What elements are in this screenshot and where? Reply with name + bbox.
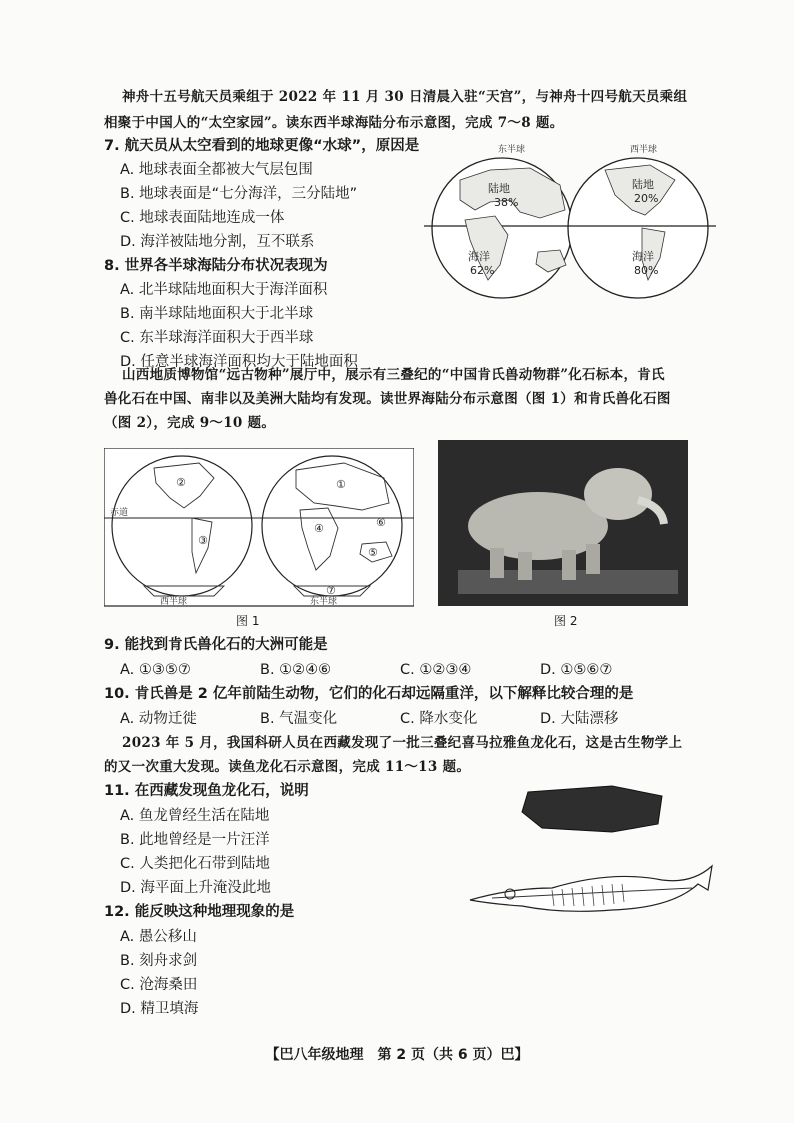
figure2-fossil-photo <box>438 440 688 606</box>
q12-option-b: B. 刻舟求剑 <box>120 953 198 969</box>
q7-stem: 7. 航天员从太空看到的地球更像“水球”，原因是 <box>104 138 420 154</box>
west-ocean-label: 海洋 <box>632 250 654 263</box>
figure1-world-map <box>104 448 414 608</box>
intro3-line1: 2023 年 5 月，我国科研人员在西藏发现了一批三叠纪喜马拉雅鱼龙化石，这是古生物学上 <box>122 735 683 751</box>
intro2-line2: 兽化石在中国、南非以及美洲大陆均有发现。读世界海陆分布示意图（图 1）和肯氏兽化石图 <box>104 391 671 407</box>
east-land-pct: 38% <box>494 196 519 209</box>
q8-option-c: C. 东半球海洋面积大于西半球 <box>120 330 314 346</box>
page-footer: 【巴八年级地理 第 2 页（共 6 页）巴】 <box>265 1047 529 1063</box>
east-land-label: 陆地 <box>488 182 510 195</box>
intro3-line2: 的又一次重大发现。读鱼龙化石示意图，完成 11～13 题。 <box>104 759 471 775</box>
figure1-west-label: 西半球 <box>160 597 188 607</box>
q9-stem: 9. 能找到肯氏兽化石的大洲可能是 <box>104 637 328 653</box>
west-hemisphere-title: 西半球 <box>630 145 658 155</box>
west-ocean-pct: 80% <box>634 264 659 277</box>
q11-option-a: A. 鱼龙曾经生活在陆地 <box>120 808 270 824</box>
q12-option-d: D. 精卫填海 <box>120 1001 199 1017</box>
q8-option-d: D. 任意半球海洋面积均大于陆地面积 <box>120 354 358 370</box>
q8-stem: 8. 世界各半球海陆分布状况表现为 <box>104 258 328 274</box>
figure1-marker-5: ⑤ <box>368 546 378 559</box>
intro1-line2: 相聚于中国人的“太空家园”。读东西半球海陆分布示意图，完成 7～8 题。 <box>104 115 564 131</box>
intro2-line3: （图 2），完成 9～10 题。 <box>104 415 276 431</box>
q10-stem: 10. 肯氏兽是 2 亿年前陆生动物，它们的化石却远隔重洋，以下解释比较合理的是 <box>104 686 634 702</box>
q10-option-c: C. 降水变化 <box>400 711 478 727</box>
figure2-animal-leg-3 <box>562 550 576 580</box>
q8-option-a: A. 北半球陆地面积大于海洋面积 <box>120 282 328 298</box>
west-land-pct: 20% <box>634 192 659 205</box>
q12-option-a: A. 愚公移山 <box>120 929 197 945</box>
q11-option-d: D. 海平面上升淹没此地 <box>120 880 271 896</box>
figure1-marker-1: ① <box>336 478 346 491</box>
east-hemisphere-title: 东半球 <box>498 145 526 155</box>
q9-option-c: C. ①②③④ <box>400 662 472 678</box>
figure2-animal-leg-2 <box>518 552 532 580</box>
q8-option-b: B. 南半球陆地面积大于北半球 <box>120 306 314 322</box>
figure1-equator-label: 赤道 <box>110 508 129 518</box>
figure1-marker-7: ⑦ <box>326 584 336 597</box>
q11-stem: 11. 在西藏发现鱼龙化石，说明 <box>104 783 309 799</box>
q9-option-d: D. ①⑤⑥⑦ <box>540 662 613 678</box>
fossil-rock-specimen <box>522 786 662 832</box>
figure1-marker-6: ⑥ <box>376 516 386 529</box>
intro1-line1: 神舟十五号航天员乘组于 2022 年 11 月 30 日清晨入驻“天宫”，与神舟十四号航天员乘组 <box>122 89 688 105</box>
q12-stem: 12. 能反映这种地理现象的是 <box>104 904 295 920</box>
q7-option-c: C. 地球表面陆地连成一体 <box>120 210 285 226</box>
q10-option-a: A. 动物迁徙 <box>120 711 197 727</box>
q11-option-b: B. 此地曾经是一片汪洋 <box>120 832 270 848</box>
figure1-marker-2: ② <box>176 476 186 489</box>
q10-option-d: D. 大陆漂移 <box>540 711 619 727</box>
figure2-animal-leg-4 <box>586 544 600 574</box>
q7-option-a: A. 地球表面全都被大气层包围 <box>120 162 313 178</box>
figure1-east-label: 东半球 <box>310 597 338 607</box>
q11-option-c: C. 人类把化石带到陆地 <box>120 856 270 872</box>
ichthyosaur-fossil-figure <box>462 780 722 920</box>
figure1-marker-3: ③ <box>198 534 208 547</box>
figure2-animal-leg-1 <box>490 548 504 578</box>
intro2-line1: 山西地质博物馆“远古物种”展厅中，展示有三叠纪的“中国肯氏兽动物群”化石标本，肯氏 <box>122 367 665 383</box>
hemisphere-map-figure <box>420 140 720 300</box>
figure2-caption: 图 2 <box>554 614 578 628</box>
figure1-marker-4: ④ <box>314 522 324 535</box>
q10-option-b: B. 气温变化 <box>260 711 338 727</box>
q7-option-d: D. 海洋被陆地分割，互不联系 <box>120 234 315 250</box>
q9-option-b: B. ①②④⑥ <box>260 662 332 678</box>
q9-option-a: A. ①③⑤⑦ <box>120 662 191 678</box>
q12-option-c: C. 沧海桑田 <box>120 977 198 993</box>
east-ocean-label: 海洋 <box>468 250 490 263</box>
figure1-caption: 图 1 <box>236 614 260 628</box>
east-ocean-pct: 62% <box>470 264 495 277</box>
q7-option-b: B. 地球表面是“七分海洋，三分陆地” <box>120 186 358 202</box>
figure2-animal-head <box>584 468 652 520</box>
west-land-label: 陆地 <box>632 178 654 191</box>
